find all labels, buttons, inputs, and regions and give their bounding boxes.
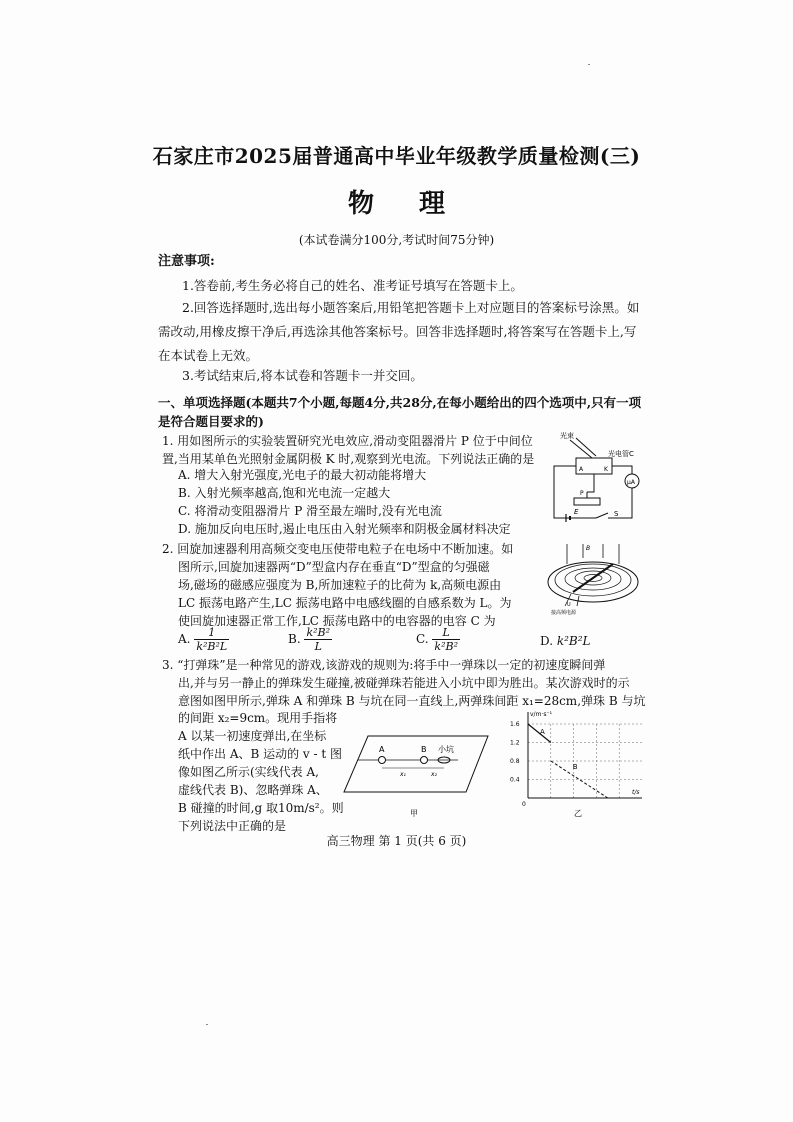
- option-label: D.: [540, 634, 554, 648]
- phototube-label: 光电管C: [608, 450, 634, 458]
- q2-option-b: [288, 626, 332, 653]
- figure-yi-label: 乙: [574, 809, 582, 818]
- origin-label: 0: [522, 801, 526, 808]
- q2-stem-line-4: LC 振荡电路产生,LC 振荡电路中电感线圈的自感系数为 L。为: [178, 596, 512, 610]
- ball-a-label: A: [379, 745, 385, 754]
- numerator: 1: [194, 626, 229, 640]
- d-box-inner: [555, 564, 631, 596]
- q2-stem-line-5: 使回旋加速器正常工作,LC 振荡电路中的电容器的电容 C 为: [178, 614, 496, 628]
- score-info: (本试卷满分100分,考试时间75分钟): [298, 233, 495, 247]
- q3-intro-line-1: 3. “打弹珠”是一种常见的游戏,该游戏的规则为:将手中一弹珠以一定的初速度瞬间弹: [162, 658, 606, 672]
- microammeter-label: μA: [627, 479, 635, 486]
- denominator: L: [314, 640, 322, 653]
- q1-option-b: B. 入射光频率越高,饱和光电流一定越大: [178, 486, 391, 500]
- switch-label: S: [614, 510, 619, 518]
- y-tick-label: 1.6: [510, 721, 520, 728]
- q2-stem-line-2: 图所示,回旋加速器两“D”型盒内存在垂直“D”型盒的匀强磁: [178, 560, 490, 574]
- pit-label: 小坑: [438, 745, 454, 754]
- scan-speck: [206, 1024, 208, 1025]
- voltage-label: U: [567, 602, 571, 608]
- light-beam-label: 光束: [560, 432, 574, 440]
- switch: [596, 513, 608, 518]
- series-b-label: B: [572, 763, 578, 771]
- q2-option-a: [178, 626, 229, 653]
- q3-figure-yi-chart: [508, 706, 650, 818]
- x2-label: x₂: [431, 771, 437, 778]
- page-footer: 高三物理 第 1 页(共 6 页): [326, 834, 467, 848]
- wire: [587, 474, 594, 492]
- slider-label: P: [580, 490, 584, 497]
- battery-label: E: [574, 508, 579, 516]
- q2-cyclotron-figure: [543, 542, 643, 618]
- q1-option-a: A. 增大入射光强度,光电子的最大初动能将增大: [178, 468, 427, 482]
- denominator: k²B²: [434, 640, 458, 653]
- option-label: C.: [416, 632, 429, 646]
- q3-side-line-4: 像如图乙所示(实线代表 A,: [178, 765, 319, 779]
- q1-stem: 1. 用如图所示的实验装置研究光电效应,滑动变阻器滑片 P 位于中间位置,当用某单色光照射金属阴极 K 时,观察到光电流。下列说法正确的是: [162, 434, 535, 466]
- q3-side-line-3: 纸中作出 A、B 运动的 v - t 图: [178, 747, 343, 761]
- q3-side-line-7: 下列说法中正确的是: [178, 819, 287, 833]
- wire: [608, 488, 632, 518]
- field-label: B: [586, 545, 591, 552]
- power-source-label: 接高频电源: [551, 610, 577, 616]
- q3-intro-line-2: 出,并与另一静止的弹珠发生碰撞,被碰弹珠若能进入小坑中即为胜出。某次游戏时的示: [178, 676, 630, 690]
- q3-figure-jia: [338, 716, 498, 820]
- notice-item-1: 1.答卷前,考生务必将自己的姓名、准考证号填写在答题卡上。: [182, 278, 523, 293]
- exam-title: 石家庄市2025届普通高中毕业年级教学质量检测(三): [152, 144, 641, 168]
- notice-item-2: 2.回答选择题时,选出每小题答案后,用铅笔把答题卡上对应题目的答案标号涂黑。如需改动,用橡皮擦干净后,再选涂其他答案标号。回答非选择题时,将答案写在答题卡上,写在本试卷上无效。: [158, 300, 640, 363]
- y-tick-label: 0.8: [510, 758, 520, 765]
- ball-a: [379, 757, 386, 764]
- q3-intro-line-3: 意图如图甲所示,弹珠 A 和弹珠 B 与坑在同一直线上,两弹珠间距 x₁=28cm,弹珠 B 与坑: [178, 694, 646, 708]
- numerator: L: [432, 626, 460, 640]
- cathode-label: K: [604, 466, 608, 473]
- numerator: k²B²: [306, 626, 331, 639]
- option-label: B.: [288, 632, 301, 646]
- figure-jia-label: 甲: [410, 809, 418, 818]
- y-tick-label: 1.2: [510, 739, 520, 747]
- option-d-value: k²B²L: [556, 634, 591, 648]
- q2-stem-line-1: 2. 回旋加速器利用高频交变电压使带电粒子在电场中不断加速。如: [162, 542, 514, 556]
- ball-b-label: B: [421, 745, 427, 754]
- notice-heading: 注意事项:: [158, 254, 215, 269]
- fraction: [194, 626, 229, 653]
- q3-side-line-1: 的间距 x₂=9cm。现用手指将: [178, 711, 338, 725]
- x1-label: x₁: [400, 771, 406, 778]
- scan-speck: [588, 64, 590, 65]
- series-a-label: A: [540, 728, 545, 736]
- ball-b: [421, 757, 428, 764]
- fraction: [432, 626, 460, 653]
- denominator: k²B²L: [196, 640, 228, 653]
- q2-option-c: [416, 626, 460, 653]
- subject-title: 物 理: [347, 189, 464, 219]
- q3-side-line-5: 虚线代表 B)、忽略弹珠 A、: [178, 783, 328, 797]
- y-axis-label: v/m·s⁻¹: [530, 711, 553, 718]
- wire: [612, 466, 632, 474]
- series-b-line: [551, 761, 608, 798]
- q3-side-line-2: A 以某一初速度弹出,在坐标: [178, 729, 327, 743]
- anode-label: A: [579, 466, 584, 473]
- y-tick-label: 0.4: [510, 776, 520, 784]
- x-axis-label: t/s: [632, 789, 640, 796]
- q1-option-d: D. 施加反向电压时,遏止电压由入射光频率和阴极金属材料决定: [178, 522, 511, 536]
- q2-option-d: [540, 632, 591, 650]
- chart-grid: [528, 724, 642, 798]
- rheostat: [574, 498, 600, 505]
- fraction: [304, 626, 332, 653]
- q1-option-c: C. 将滑动变阻器滑片 P 滑至最左端时,没有光电流: [178, 504, 442, 518]
- q3-side-line-6: B 碰撞的时间,g 取10m/s²。则: [178, 801, 344, 815]
- table-plane: [344, 736, 488, 792]
- option-label: A.: [178, 632, 191, 646]
- section-1-heading: 一、单项选择题(本题共7个小题,每题4分,共28分,在每小题给出的四个选项中,只有一项是符合题目要求的): [158, 395, 642, 429]
- notice-item-3: 3.考试结束后,将本试卷和答题卡一并交回。: [182, 368, 423, 383]
- q2-stem-line-3: 场,磁场的磁感应强度为 B,所加速粒子的比荷为 k,高频电源由: [178, 578, 502, 592]
- q1-circuit-figure: [548, 428, 648, 528]
